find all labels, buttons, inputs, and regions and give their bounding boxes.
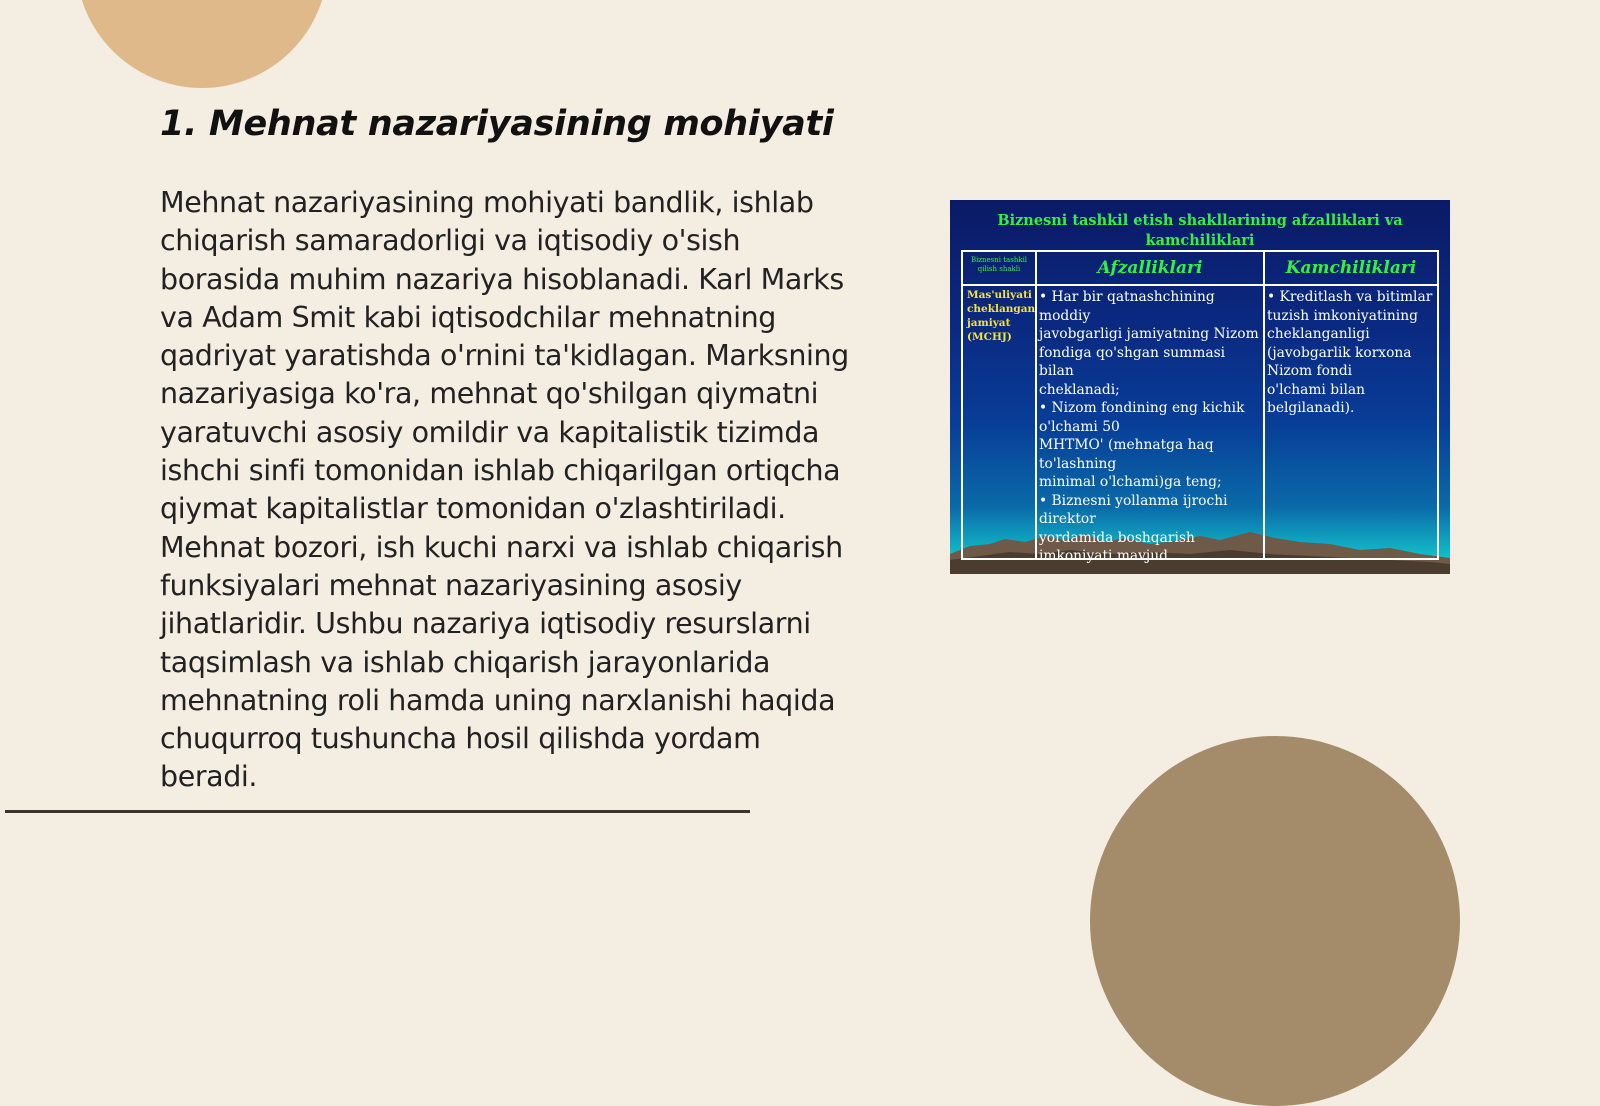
table-grid — [961, 250, 1439, 564]
slide-title: 1. Mehnat nazariyasining mohiyati — [160, 104, 834, 144]
table-title: Biznesni tashkil etish shakllarining afzalliklari va kamchiliklari — [997, 212, 1403, 249]
divider-line — [5, 810, 750, 813]
header-disadvantages: Kamchiliklari — [1285, 258, 1417, 278]
table-image — [950, 200, 1450, 574]
row-label-mchj: Mas'uliyati cheklangan jamiyat (MCHJ) — [967, 289, 1036, 343]
disadvantages-text: • Kreditlash va bitimlar tuzish imkoniyatining cheklanganligi (javobgarlik korxona Nizom fondi o'lchami bilan belgilanadi). — [1267, 289, 1433, 416]
decorative-circle-bottom — [1090, 736, 1460, 1106]
advantages-text: • Har bir qatnashchining moddiy javobgarligi jamiyatning Nizom fondiga qo'shgan summasi bilan cheklanadi; • Nizom fondining eng kichik o'lchami 50 MHTMO' (mehnatga haq to'lashning minimal o'lchami)ga teng; • Biznesni yollanma ijrochi direktor yordamida boshqarish imkoniyati mavjud. — [1039, 289, 1259, 564]
decorative-circle-top — [76, 0, 328, 88]
body-text: Mehnat nazariyasining mohiyati bandlik, ishlab chiqarish samaradorligi va iqtisodiy o'sish borasida muhim nazariya hisoblanadi. Karl Marks va Adam Smit kabi iqtisodchilar mehnatning qadriyat yaratishda o'rnini ta'kidlagan. Marksning nazariyasiga ko'ra, mehnat qo'shilgan qiymatni yaratuvchi asosiy omildir va kapitalistik tizimda ishchi sinfi tomonidan ishlab chiqarilgan ortiqcha qiymat kapitalistlar tomonidan o'zlashtiriladi. Mehnat bozori, ish kuchi narxi va ishlab chiqarish funksiyalari mehnat nazariyasining asosiy jihatlaridir. Ushbu nazariya iqtisodiy resurslarni taqsimlash va ishlab chiqarish jarayonlarida mehnatning roli hamda uning narxlanishi haqida chuqurroq tushuncha hosil qilishda yordam beradi. — [160, 186, 849, 794]
header-form: Biznesni tashkil qilish shakli — [970, 256, 1028, 273]
header-advantages: Afzalliklari — [1097, 258, 1203, 278]
